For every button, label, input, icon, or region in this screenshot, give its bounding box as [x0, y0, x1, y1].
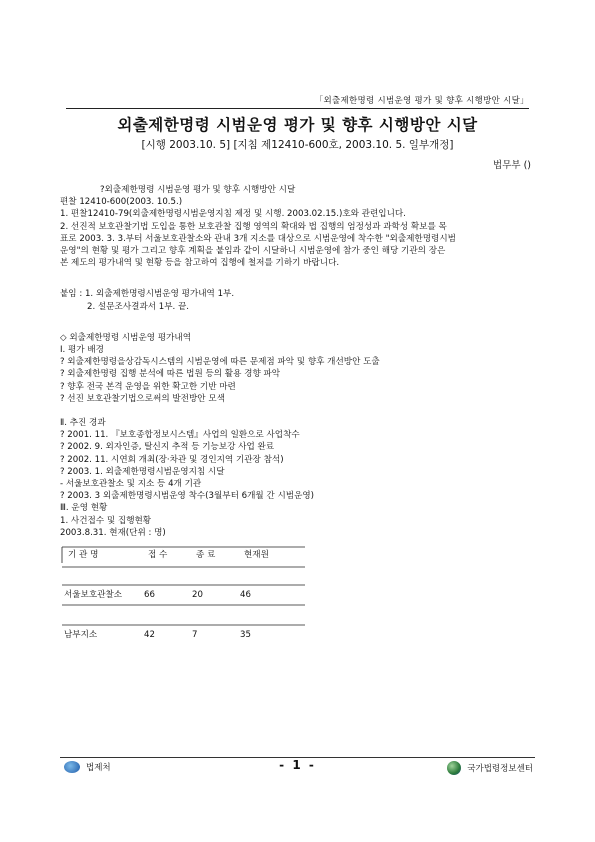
section-1-heading: Ⅰ. 평가 배경 [60, 345, 104, 356]
footer-right-label: 국가법령정보센터 [467, 764, 533, 774]
page-number: - 1 - [279, 758, 316, 772]
header-rule [66, 108, 529, 109]
body-doc-title: ?외출제한명령 시범운영 평가 및 향후 시행방안 시달 [100, 185, 296, 195]
section-1-item: ? 외출제한명령 집행 분석에 따른 법원 등의 활용 경향 파악 [60, 369, 281, 380]
footer-right [447, 761, 533, 775]
paragraph-2-line-4: 본 제도의 평가내역 및 현황 등을 참고하여 집행에 철저를 기하기 바랍니다. [60, 258, 340, 269]
paragraph-2-line-1: 2. 선진적 보호관찰기법 도입을 통한 보호관찰 집행 영역의 확대와 법 집행의 엄정성과 과학성 확보를 목 [60, 221, 447, 232]
running-header: 「외출제한명령 시범운영 평가 및 향후 시행방안 시달」 [314, 96, 529, 106]
table-cell: 46 [240, 590, 251, 601]
section-2-item: ? 2002. 11. 시연회 개최(장·차관 및 경인지역 기관장 참석) [60, 454, 284, 465]
table-row [60, 589, 310, 601]
table-header-cell: 접 수 [148, 550, 168, 561]
table-cell: 66 [144, 590, 155, 601]
ministry-label: 법무부 () [493, 160, 531, 171]
section-2-item: ? 2003. 3 외출제한명령시범운영 착수(3월부터 6개월 간 시범운영) [60, 491, 315, 502]
paragraph-1: 1. 편찰12410-79(외출제한명령시범운영지침 제정 및 시행. 2003.02.15.)호와 관련입니다. [60, 209, 406, 220]
law-center-logo-icon [447, 761, 461, 775]
section-2-item: - 서울보호관찰소 및 지소 등 4개 기관 [60, 479, 202, 490]
section-2-item: ? 2002. 9. 외자인증, 탈신지 추적 등 기능보강 사업 완료 [60, 442, 275, 453]
footer-left-label: 법제처 [86, 763, 111, 773]
reference-number: 편찰 12410-600(2003. 10.5.) [60, 197, 183, 208]
table-header-cell: 종 료 [196, 550, 216, 561]
section-2-item: ? 2001. 11. 『보호종합정보시스템』사업의 일환으로 사업착수 [60, 430, 300, 441]
table-header-cell: 현재원 [244, 550, 269, 561]
section-3-heading: Ⅲ. 운영 현황 [60, 503, 108, 514]
section-heading: ◇ 외출제한명령 시범운영 평가내역 [60, 332, 192, 343]
document-title: 외출제한명령 시범운영 평가 및 향후 시행방안 시달 [117, 116, 478, 134]
table-cell: 서울보호관찰소 [64, 590, 123, 601]
section-2-item: ? 2003. 1. 외출제한명령시범운영지침 시달 [60, 466, 225, 477]
section-3-date: 2003.8.31. 현재(단위 : 명) [60, 527, 166, 538]
table-header-row [60, 549, 310, 561]
paragraph-2-line-2: 표로 2003. 3. 3.부터 서울보호관찰소와 관내 3개 지소를 대상으로 시범운영에 착수한 "외출제한명령시범 [60, 233, 456, 244]
document-body [60, 184, 538, 641]
section-1-item: ? 외출제한명령을상감독시스템의 시범운영에 따른 문제점 파악 및 향후 개선방안 도출 [60, 357, 380, 368]
table-header-cell: 기 관 명 [68, 550, 99, 561]
table-row [60, 629, 310, 641]
table-cell: 남부지소 [64, 630, 98, 641]
table-cell: 20 [192, 590, 203, 601]
document-subtitle: [시행 2003.10. 5] [지침 제12410-600호, 2003.10. 5. 일부개정] [141, 139, 454, 151]
section-2-heading: Ⅱ. 추진 경과 [60, 418, 106, 429]
table-cell: 7 [192, 630, 198, 641]
attachment-2: 2. 설문조사결과서 1부. 끝. [87, 301, 190, 312]
paragraph-2-line-3: 운영"의 현황 및 평가 그리고 향후 계획을 붙임과 같이 시달하니 시범운영에 참가 중인 해당 기관의 장은 [60, 246, 446, 257]
attachment-1: 붙임 : 1. 외출제한명령시범운영 평가내역 1부. [60, 289, 235, 300]
section-1-item: ? 선진 보호관찰기법으로써의 발전방안 모색 [60, 393, 225, 404]
section-1-item: ? 향후 전국 본격 운영을 위한 확고한 기반 마련 [60, 381, 236, 392]
table-cell: 42 [144, 630, 155, 641]
table-cell: 35 [240, 630, 251, 641]
section-3-subheading: 1. 사건접수 및 집행현황 [60, 515, 152, 526]
